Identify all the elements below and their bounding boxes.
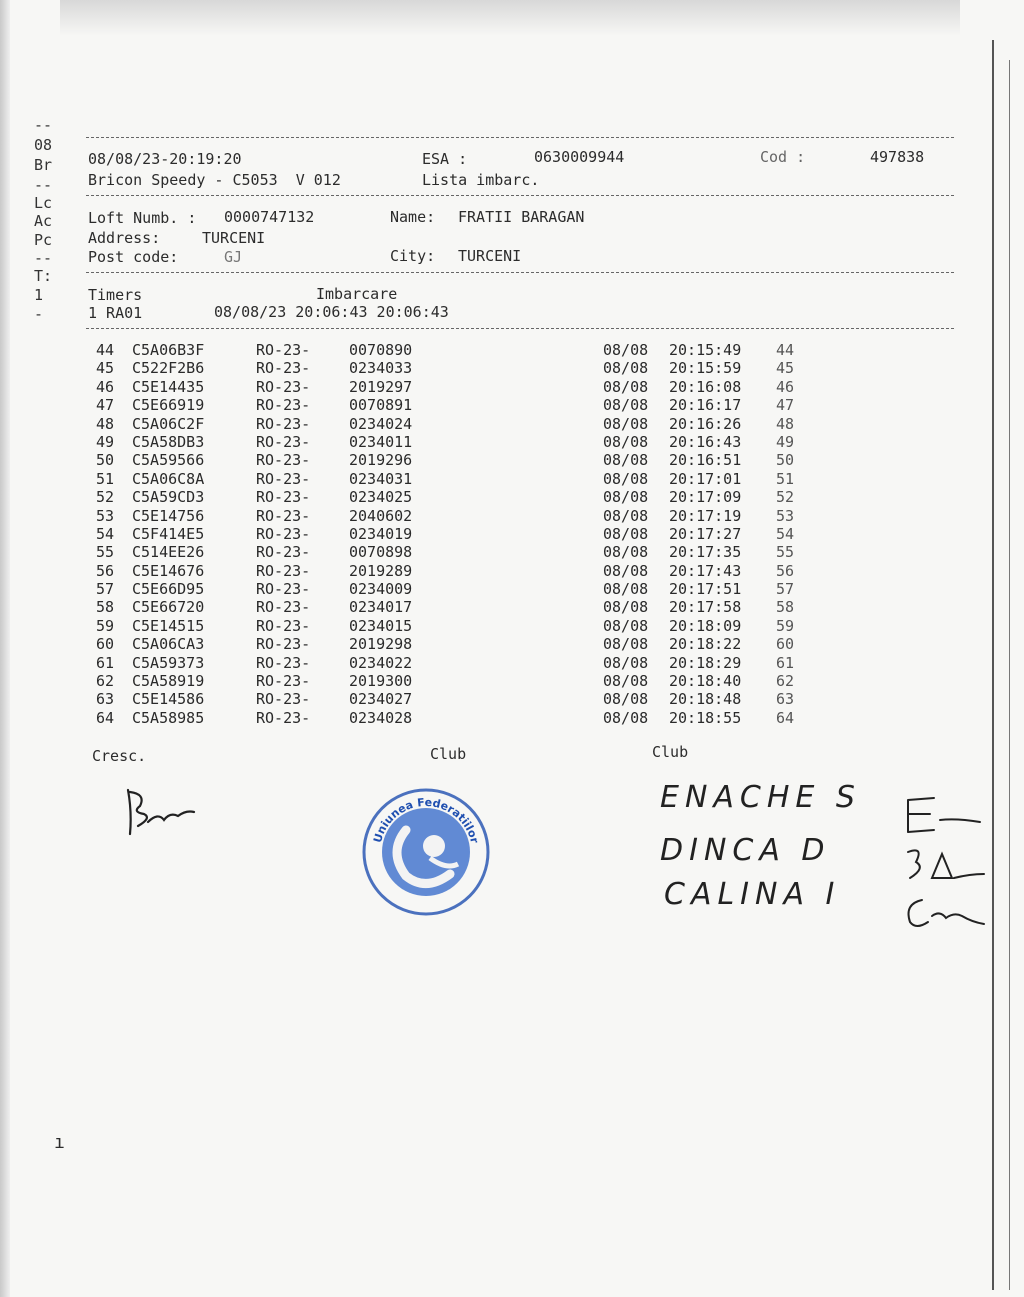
arrival-date: 08/08 bbox=[603, 506, 649, 525]
stamp-text: Uniunea Federatiilor bbox=[370, 795, 482, 845]
ring-code: C5A06C8A bbox=[132, 469, 205, 488]
arrival-date: 08/08 bbox=[603, 414, 649, 433]
pigeon-table bbox=[96, 341, 816, 727]
arrival-time: 20:17:35 bbox=[669, 543, 742, 562]
ring-number: 2019296 bbox=[349, 451, 413, 470]
arrival-time: 20:17:27 bbox=[669, 524, 742, 543]
list-title: Lista imbarc. bbox=[422, 171, 540, 189]
loft-value: 0000747132 bbox=[224, 208, 315, 226]
arrival-date: 08/08 bbox=[603, 653, 649, 672]
ring-prefix: RO-23- bbox=[256, 524, 311, 543]
margin-fragment: Pc bbox=[34, 231, 53, 249]
ring-number: 0234022 bbox=[349, 653, 413, 672]
ring-prefix: RO-23- bbox=[256, 672, 311, 691]
arrival-date: 08/08 bbox=[603, 377, 649, 396]
ring-prefix: RO-23- bbox=[256, 616, 311, 635]
ring-code: C5E14756 bbox=[132, 506, 205, 525]
ring-code: C5A06B3F bbox=[132, 341, 205, 359]
arrival-time: 20:17:01 bbox=[669, 469, 742, 488]
table-row bbox=[96, 672, 816, 690]
ring-prefix: RO-23- bbox=[256, 708, 311, 727]
ring-code: C5F414E5 bbox=[132, 524, 205, 543]
ring-code: C5A58DB3 bbox=[132, 432, 205, 451]
table-row bbox=[96, 635, 816, 653]
row-index: 62 bbox=[96, 672, 115, 691]
ring-code: C5A59566 bbox=[132, 451, 205, 470]
arrival-date: 08/08 bbox=[603, 708, 649, 727]
table-row bbox=[96, 341, 816, 359]
ring-prefix: RO-23- bbox=[256, 543, 311, 562]
arrival-date: 08/08 bbox=[603, 359, 649, 378]
position-number: 60 bbox=[776, 635, 795, 654]
ring-prefix: RO-23- bbox=[256, 414, 311, 433]
ring-code: C5A06CA3 bbox=[132, 635, 205, 654]
ring-code: C5E14515 bbox=[132, 616, 205, 635]
timer-value: 08/08/23 20:06:43 20:06:43 bbox=[214, 303, 449, 321]
header-datetime: 08/08/23-20:19:20 bbox=[88, 150, 242, 168]
row-index: 63 bbox=[96, 690, 115, 709]
ring-number: 0234009 bbox=[349, 580, 413, 599]
scan-smudge bbox=[60, 0, 960, 36]
arrival-date: 08/08 bbox=[603, 469, 649, 488]
position-number: 56 bbox=[776, 561, 795, 580]
arrival-date: 08/08 bbox=[603, 672, 649, 691]
ring-prefix: RO-23- bbox=[256, 506, 311, 525]
margin-fragment: -- bbox=[34, 249, 53, 267]
arrival-time: 20:17:19 bbox=[669, 506, 742, 525]
row-index: 49 bbox=[96, 432, 115, 451]
table-row bbox=[96, 396, 816, 414]
arrival-time: 20:18:55 bbox=[669, 708, 742, 727]
page-edge-shadow bbox=[0, 0, 10, 1297]
cresc-signature bbox=[118, 782, 198, 842]
row-index: 59 bbox=[96, 616, 115, 635]
table-row bbox=[96, 543, 816, 561]
row-index: 56 bbox=[96, 561, 115, 580]
ring-code: C5E66D95 bbox=[132, 580, 205, 599]
table-row bbox=[96, 470, 816, 488]
position-number: 51 bbox=[776, 469, 795, 488]
ring-code: C5A58919 bbox=[132, 672, 205, 691]
arrival-date: 08/08 bbox=[603, 396, 649, 415]
position-number: 58 bbox=[776, 598, 795, 617]
club-stamp bbox=[358, 784, 494, 920]
ring-code: C514EE26 bbox=[132, 543, 205, 562]
arrival-time: 20:18:29 bbox=[669, 653, 742, 672]
ring-number: 0070891 bbox=[349, 396, 413, 415]
city-label: City: bbox=[390, 247, 436, 265]
arrival-time: 20:16:43 bbox=[669, 432, 742, 451]
position-number: 47 bbox=[776, 396, 795, 415]
position-number: 55 bbox=[776, 543, 795, 562]
row-index: 55 bbox=[96, 543, 115, 562]
ring-number: 0234027 bbox=[349, 690, 413, 709]
margin-fragment: - bbox=[34, 305, 44, 323]
ring-code: C5E14676 bbox=[132, 561, 205, 580]
divider bbox=[86, 137, 954, 138]
arrival-time: 20:18:40 bbox=[669, 672, 742, 691]
position-number: 50 bbox=[776, 451, 795, 470]
arrival-time: 20:16:17 bbox=[669, 396, 742, 415]
arrival-date: 08/08 bbox=[603, 488, 649, 507]
club-label-2: Club bbox=[652, 743, 689, 761]
arrival-date: 08/08 bbox=[603, 598, 649, 617]
ring-prefix: RO-23- bbox=[256, 396, 311, 415]
arrival-time: 20:18:22 bbox=[669, 635, 742, 654]
arrival-date: 08/08 bbox=[603, 561, 649, 580]
handwritten-name-2: DINCA D bbox=[660, 833, 831, 868]
ring-number: 0234031 bbox=[349, 469, 413, 488]
row-index: 52 bbox=[96, 488, 115, 507]
row-index: 58 bbox=[96, 598, 115, 617]
ring-prefix: RO-23- bbox=[256, 359, 311, 378]
position-number: 52 bbox=[776, 488, 795, 507]
ring-prefix: RO-23- bbox=[256, 653, 311, 672]
row-index: 47 bbox=[96, 396, 115, 415]
arrival-time: 20:16:51 bbox=[669, 451, 742, 470]
table-row bbox=[96, 433, 816, 451]
ring-prefix: RO-23- bbox=[256, 580, 311, 599]
arrival-date: 08/08 bbox=[603, 543, 649, 562]
name-label: Name: bbox=[390, 208, 436, 226]
position-number: 63 bbox=[776, 690, 795, 709]
divider bbox=[86, 195, 954, 196]
city-value: TURCENI bbox=[458, 247, 522, 265]
row-index: 54 bbox=[96, 524, 115, 543]
post-code-label: Post code: bbox=[88, 248, 179, 266]
ring-code: C5E66720 bbox=[132, 598, 205, 617]
ring-prefix: RO-23- bbox=[256, 561, 311, 580]
arrival-date: 08/08 bbox=[603, 451, 649, 470]
arrival-time: 20:16:26 bbox=[669, 414, 742, 433]
name-value: FRATII BARAGAN bbox=[458, 208, 585, 226]
arrival-time: 20:15:59 bbox=[669, 359, 742, 378]
table-row bbox=[96, 654, 816, 672]
arrival-date: 08/08 bbox=[603, 690, 649, 709]
row-index: 61 bbox=[96, 653, 115, 672]
ring-number: 2019300 bbox=[349, 672, 413, 691]
esa-label: ESA : bbox=[422, 150, 468, 168]
page-edge-line bbox=[992, 40, 994, 1290]
arrival-date: 08/08 bbox=[603, 524, 649, 543]
position-number: 61 bbox=[776, 653, 795, 672]
row-index: 45 bbox=[96, 359, 115, 378]
position-number: 44 bbox=[776, 341, 795, 359]
arrival-date: 08/08 bbox=[603, 432, 649, 451]
ring-number: 0234028 bbox=[349, 708, 413, 727]
ring-prefix: RO-23- bbox=[256, 598, 311, 617]
ring-number: 0234025 bbox=[349, 488, 413, 507]
position-number: 53 bbox=[776, 506, 795, 525]
ring-code: C522F2B6 bbox=[132, 359, 205, 378]
ring-number: 0234011 bbox=[349, 432, 413, 451]
table-row bbox=[96, 488, 816, 506]
handwritten-signatures bbox=[900, 792, 990, 942]
position-number: 59 bbox=[776, 616, 795, 635]
margin-fragment: 1 bbox=[34, 286, 44, 304]
table-row bbox=[96, 378, 816, 396]
ring-prefix: RO-23- bbox=[256, 377, 311, 396]
table-row bbox=[96, 580, 816, 598]
table-row bbox=[96, 562, 816, 580]
ring-prefix: RO-23- bbox=[256, 451, 311, 470]
page-edge-line-2 bbox=[1009, 60, 1010, 1290]
position-number: 64 bbox=[776, 708, 795, 727]
handwritten-name-1: ENACHE S bbox=[660, 780, 861, 815]
table-row bbox=[96, 451, 816, 469]
row-index: 64 bbox=[96, 708, 115, 727]
ring-number: 2019298 bbox=[349, 635, 413, 654]
ring-number: 0234024 bbox=[349, 414, 413, 433]
position-number: 54 bbox=[776, 524, 795, 543]
ring-number: 0234033 bbox=[349, 359, 413, 378]
ring-prefix: RO-23- bbox=[256, 690, 311, 709]
club-label-1: Club bbox=[430, 745, 467, 763]
arrival-time: 20:17:43 bbox=[669, 561, 742, 580]
position-number: 57 bbox=[776, 580, 795, 599]
arrival-time: 20:17:09 bbox=[669, 488, 742, 507]
ring-code: C5E66919 bbox=[132, 396, 205, 415]
ring-prefix: RO-23- bbox=[256, 341, 311, 359]
timer-id: 1 RA01 bbox=[88, 304, 143, 322]
ring-prefix: RO-23- bbox=[256, 488, 311, 507]
post-code-value: GJ bbox=[224, 248, 243, 266]
margin-mark: ı bbox=[54, 1132, 65, 1153]
row-index: 44 bbox=[96, 341, 115, 359]
arrival-time: 20:15:49 bbox=[669, 341, 742, 359]
cresc-label: Cresc. bbox=[92, 747, 147, 765]
arrival-time: 20:17:51 bbox=[669, 580, 742, 599]
arrival-time: 20:16:08 bbox=[669, 377, 742, 396]
handwritten-name-3: CALINA I bbox=[664, 877, 841, 912]
ring-prefix: RO-23- bbox=[256, 635, 311, 654]
row-index: 51 bbox=[96, 469, 115, 488]
row-index: 46 bbox=[96, 377, 115, 396]
ring-number: 2040602 bbox=[349, 506, 413, 525]
ring-prefix: RO-23- bbox=[256, 432, 311, 451]
margin-fragment: Br bbox=[34, 156, 53, 174]
table-row bbox=[96, 709, 816, 727]
device-info: Bricon Speedy - C5053 V 012 bbox=[88, 171, 341, 189]
ring-number: 2019297 bbox=[349, 377, 413, 396]
table-row bbox=[96, 617, 816, 635]
margin-fragment: -- bbox=[34, 176, 53, 194]
ring-number: 0070890 bbox=[349, 341, 413, 359]
table-row bbox=[96, 525, 816, 543]
margin-fragment: T: bbox=[34, 267, 53, 285]
divider bbox=[86, 328, 954, 329]
margin-fragment: 08 bbox=[34, 136, 53, 154]
arrival-time: 20:18:09 bbox=[669, 616, 742, 635]
row-index: 53 bbox=[96, 506, 115, 525]
margin-fragment: Lc bbox=[34, 194, 53, 212]
table-row bbox=[96, 507, 816, 525]
arrival-date: 08/08 bbox=[603, 616, 649, 635]
cod-value: 497838 bbox=[870, 148, 925, 166]
position-number: 45 bbox=[776, 359, 795, 378]
ring-code: C5E14435 bbox=[132, 377, 205, 396]
margin-fragment: Ac bbox=[34, 212, 53, 230]
ring-number: 0070898 bbox=[349, 543, 413, 562]
ring-number: 0234017 bbox=[349, 598, 413, 617]
position-number: 49 bbox=[776, 432, 795, 451]
cod-label: Cod : bbox=[760, 148, 806, 166]
imbarcare-label: Imbarcare bbox=[316, 285, 398, 303]
table-row bbox=[96, 415, 816, 433]
arrival-time: 20:17:58 bbox=[669, 598, 742, 617]
row-index: 50 bbox=[96, 451, 115, 470]
arrival-date: 08/08 bbox=[603, 635, 649, 654]
arrival-date: 08/08 bbox=[603, 341, 649, 359]
arrival-time: 20:18:48 bbox=[669, 690, 742, 709]
divider bbox=[86, 272, 954, 273]
table-row bbox=[96, 690, 816, 708]
arrival-date: 08/08 bbox=[603, 580, 649, 599]
loft-label: Loft Numb. : bbox=[88, 209, 197, 227]
timers-label: Timers bbox=[88, 286, 143, 304]
ring-code: C5E14586 bbox=[132, 690, 205, 709]
ring-code: C5A58985 bbox=[132, 708, 205, 727]
address-value: TURCENI bbox=[202, 229, 266, 247]
table-row bbox=[96, 598, 816, 616]
row-index: 48 bbox=[96, 414, 115, 433]
ring-prefix: RO-23- bbox=[256, 469, 311, 488]
address-label: Address: bbox=[88, 229, 161, 247]
esa-value: 0630009944 bbox=[534, 148, 625, 166]
ring-code: C5A59373 bbox=[132, 653, 205, 672]
position-number: 62 bbox=[776, 672, 795, 691]
row-index: 60 bbox=[96, 635, 115, 654]
ring-code: C5A59CD3 bbox=[132, 488, 205, 507]
ring-number: 2019289 bbox=[349, 561, 413, 580]
margin-fragment: -- bbox=[34, 116, 53, 134]
position-number: 46 bbox=[776, 377, 795, 396]
row-index: 57 bbox=[96, 580, 115, 599]
ring-number: 0234015 bbox=[349, 616, 413, 635]
table-row bbox=[96, 359, 816, 377]
ring-number: 0234019 bbox=[349, 524, 413, 543]
ring-code: C5A06C2F bbox=[132, 414, 205, 433]
position-number: 48 bbox=[776, 414, 795, 433]
